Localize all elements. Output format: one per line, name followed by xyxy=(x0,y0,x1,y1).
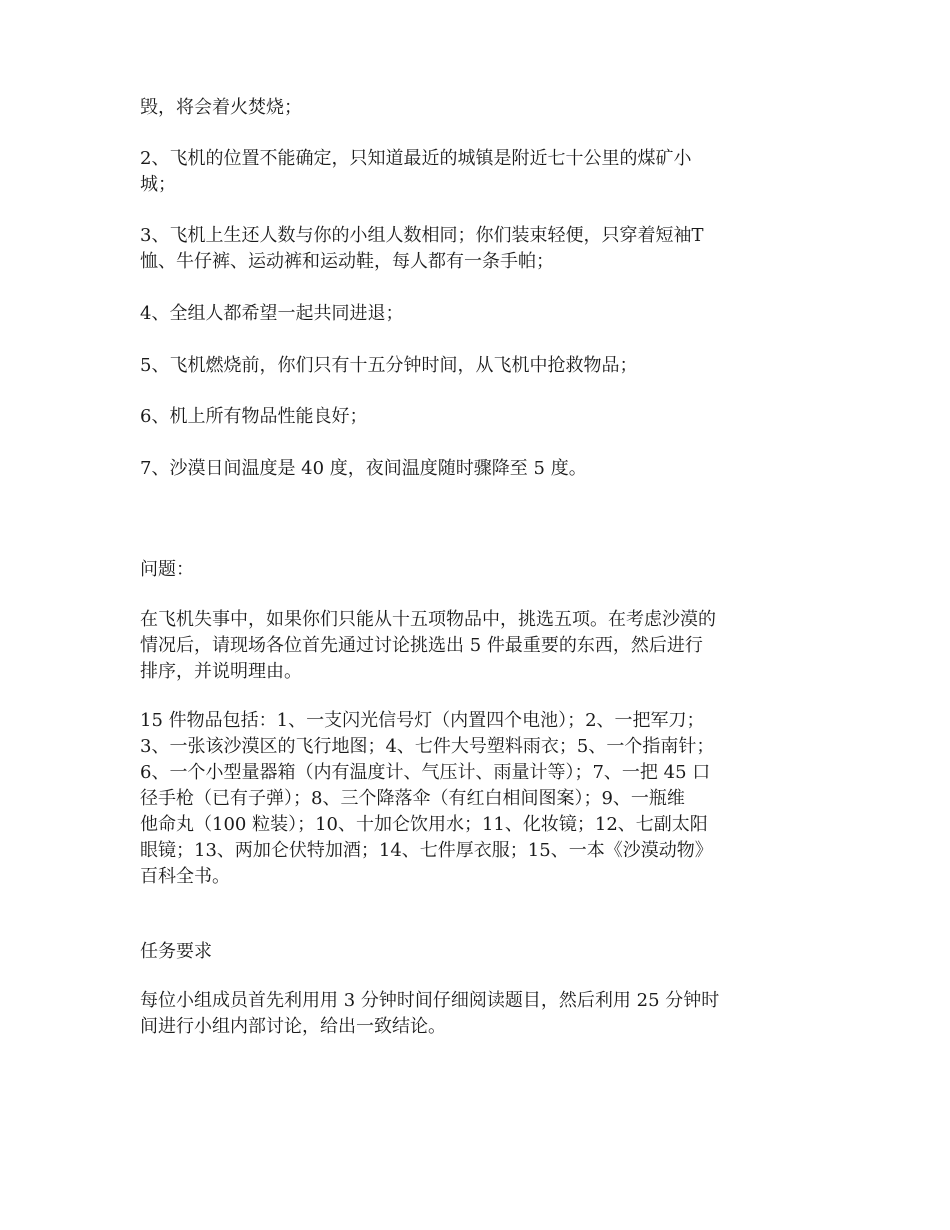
condition-3: 3、飞机上生还人数与你的小组人数相同；你们装束轻便，只穿着短袖T 恤、牛仔裤、运动裤和运动鞋，每人都有一条手帕； xyxy=(140,225,704,272)
condition-2: 2、飞机的位置不能确定，只知道最近的城镇是附近七十公里的煤矿小 城； xyxy=(140,148,692,195)
items-list: 15 件物品包括：1、一支闪光信号灯（内置四个电池）；2、一把军刀； 3、一张该沙漠区的飞行地图；4、七件大号塑料雨衣；5、一个指南针； 6、一个小型量器箱（内有温度计、气压计、雨量计等）；7、一把 45 口 径手枪（已有子弹）；8、三个降落伞（有红白相间图案）；9、一瓶维 他命丸（100 粒装）；10、十加仑饮用水；11、化妆镜；12、七副太阳 眼镜；13、两加仑伏特加酒；14、七件厚衣服；15、一本《沙漠动物》 百科全书。 xyxy=(140,710,715,887)
question-heading: 问题： xyxy=(140,559,194,580)
task-heading: 任务要求 xyxy=(140,941,212,962)
condition-1-continuation: 毁，将会着火焚烧； xyxy=(140,97,302,118)
condition-5: 5、飞机燃烧前，你们只有十五分钟时间，从飞机中抢救物品； xyxy=(140,355,638,376)
question-body: 在飞机失事中，如果你们只能从十五项物品中，挑选五项。在考虑沙漠的 情况后，请现场各位首先通过讨论挑选出 5 件最重要的东西，然后进行 排序，并说明理由。 xyxy=(140,609,716,682)
condition-6: 6、机上所有物品性能良好； xyxy=(140,406,368,427)
condition-4: 4、全组人都希望一起共同进退； xyxy=(140,303,404,324)
condition-7: 7、沙漠日间温度是 40 度，夜间温度随时骤降至 5 度。 xyxy=(140,458,587,479)
task-body: 每位小组成员首先利用用 3 分钟时间仔细阅读题目，然后利用 25 分钟时 间进行小组内部讨论，给出一致结论。 xyxy=(140,990,720,1037)
